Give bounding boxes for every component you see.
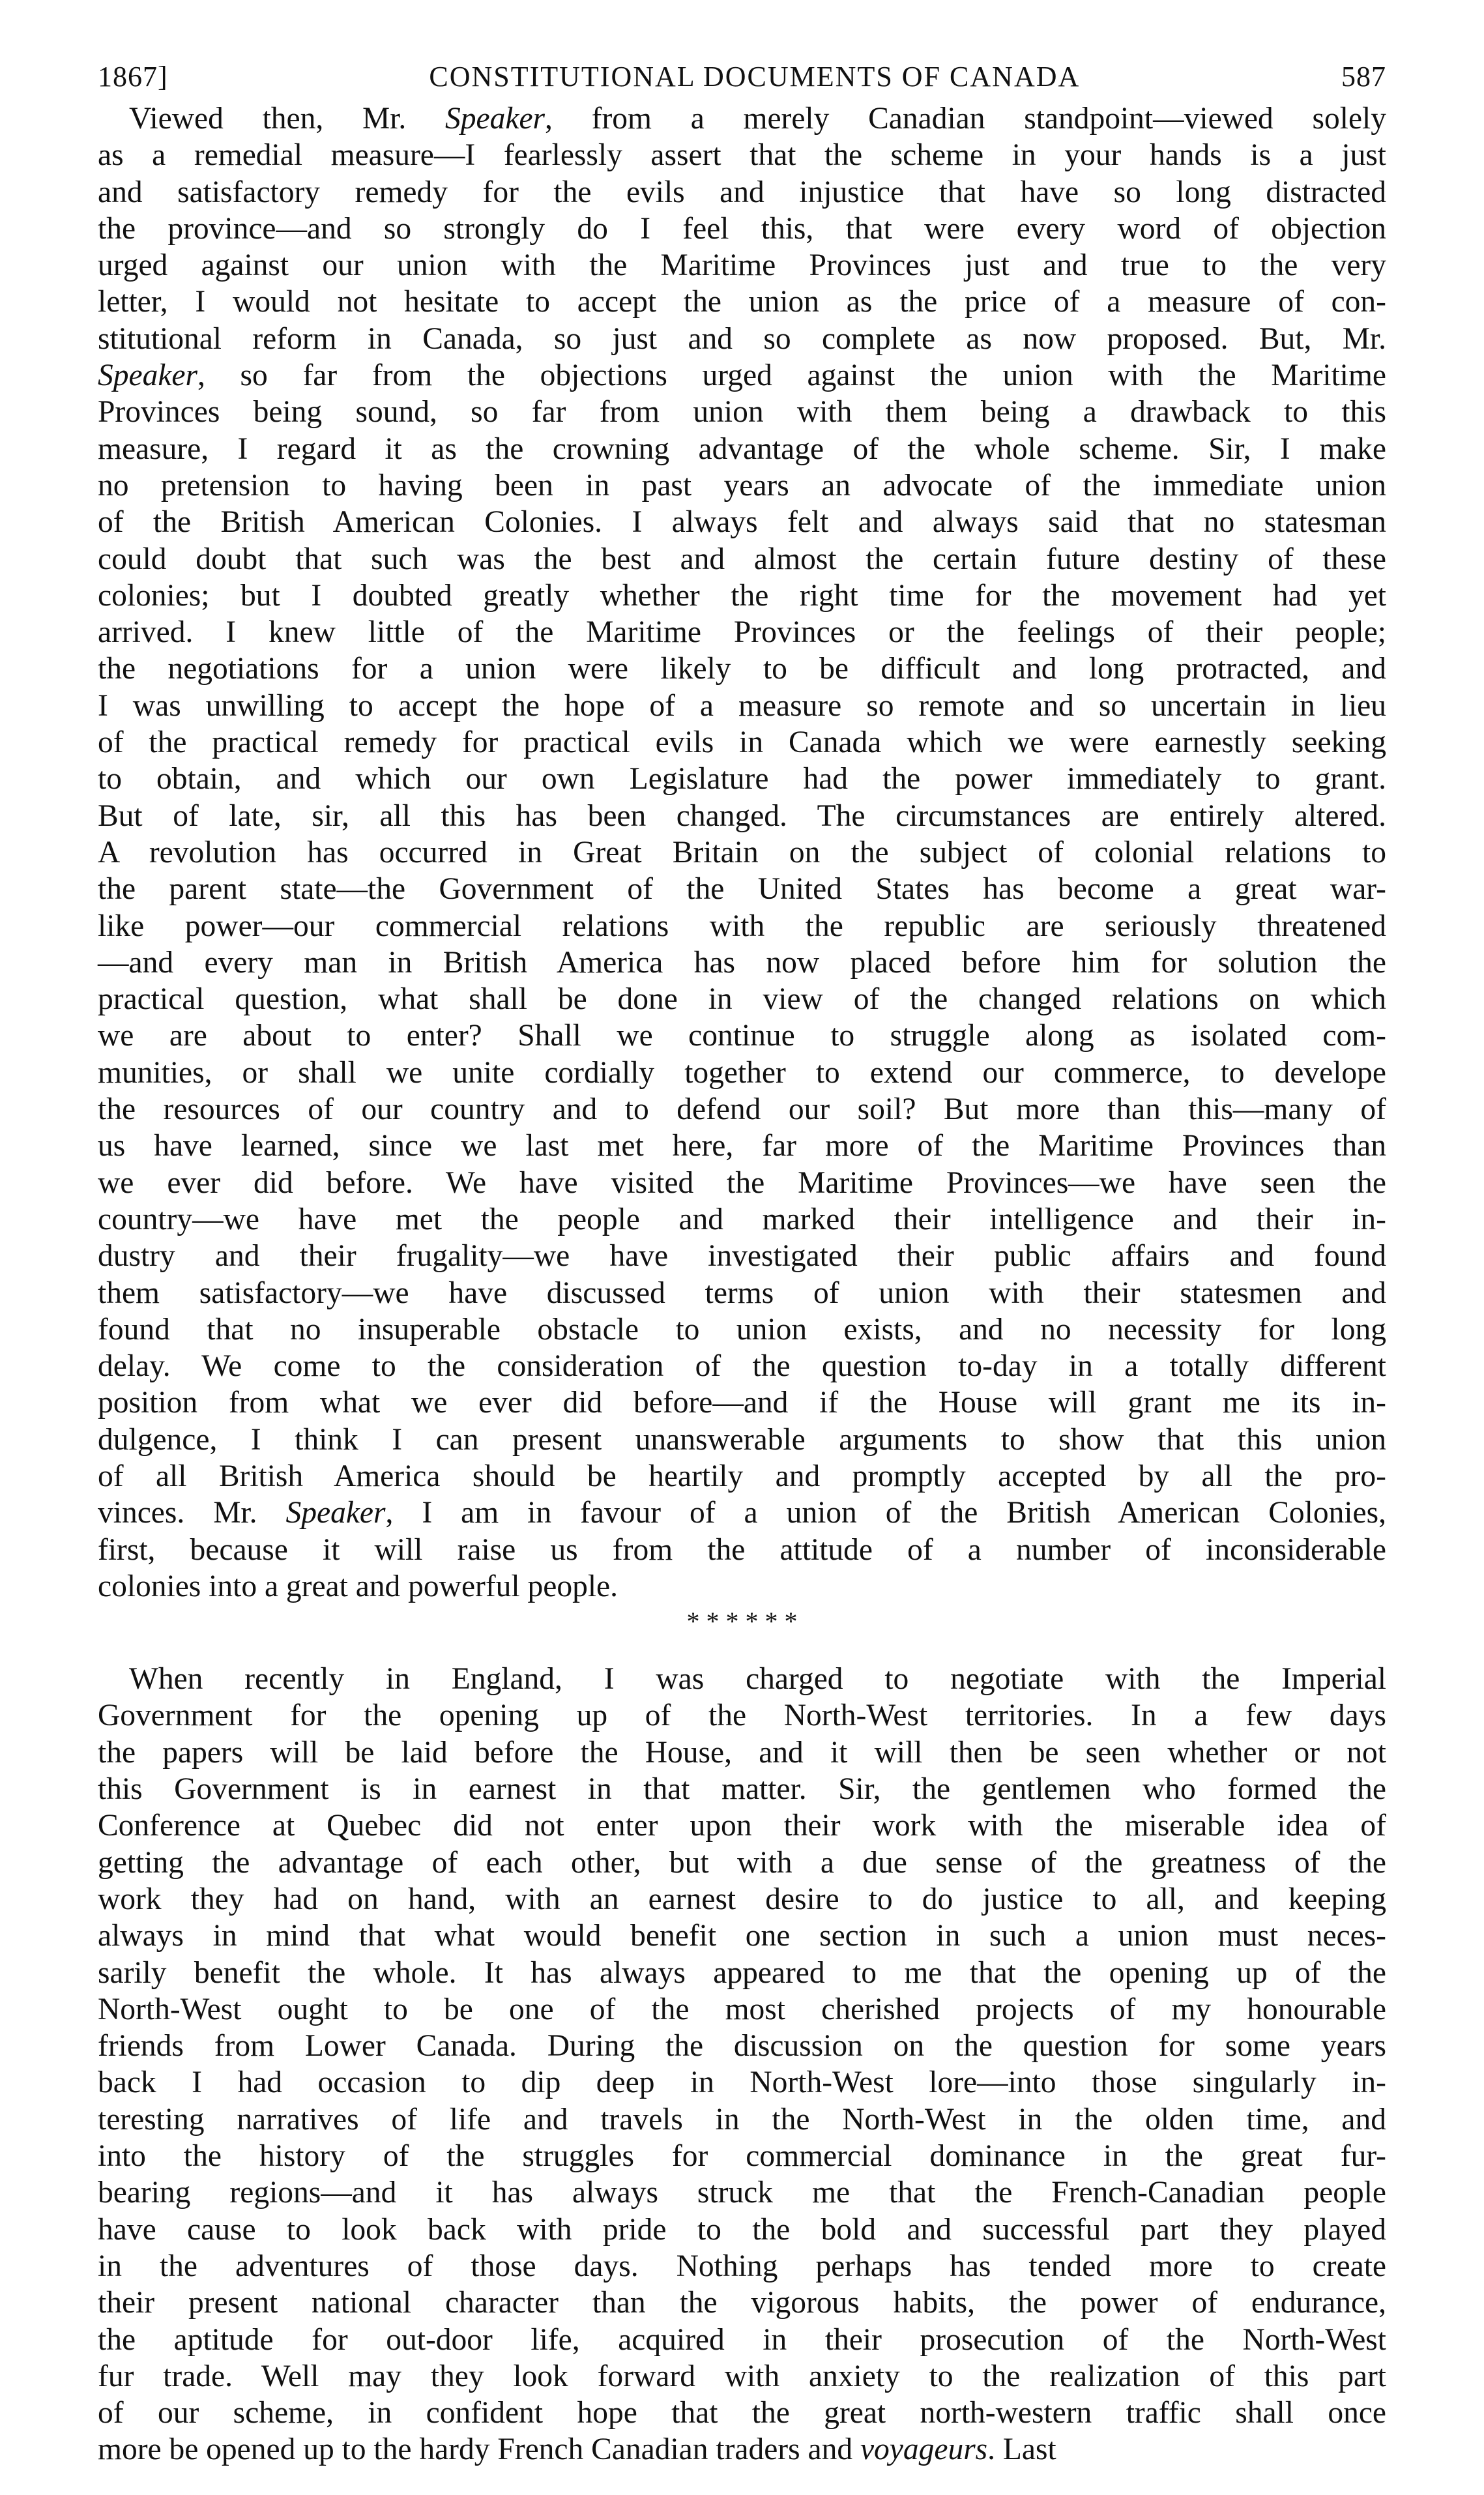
text-line: more be opened up to the hardy French Canadian traders and voyageurs. Last: [98, 2432, 1056, 2467]
text-line: the province—and so strongly do I feel this, that were every word of objection: [98, 211, 1386, 246]
paragraph-1: [98, 100, 1386, 1605]
text-line: we ever did before. We have visited the Maritime Provinces—we have seen the: [98, 1165, 1386, 1200]
text-line: to obtain, and which our own Legislature had the power immediately to grant.: [98, 762, 1386, 796]
text-line: measure, I regard it as the crowning advantage of the whole scheme. Sir, I make: [98, 431, 1386, 466]
text-line: colonies into a great and powerful people.: [98, 1569, 618, 1603]
text-line: country—we have met the people and marked their intelligence and their in-: [98, 1202, 1386, 1236]
text-line: of the British American Colonies. I always felt and always said that no statesman: [98, 505, 1386, 540]
text-line: them satisfactory—we have discussed terms of union with their statesmen and: [98, 1276, 1386, 1310]
header-year: 1867]: [98, 61, 168, 93]
text-line: the papers will be laid before the House, and it will then be seen whether or not: [98, 1735, 1386, 1770]
text-line: Viewed then, Mr. Speaker, from a merely Canadian standpoint—viewed solely: [129, 102, 1386, 136]
text-line: North-West ought to be one of the most cherished projects of my honourable: [98, 1992, 1386, 2026]
text-line: Speaker, so far from the objections urged against the union with the Maritime: [98, 358, 1386, 393]
text-line: as a remedial measure—I fearlessly assert that the scheme in your hands is a just: [98, 138, 1386, 173]
text-line: and satisfactory remedy for the evils and injustice that have so long distracted: [98, 175, 1386, 209]
text-line: practical question, what shall be done in view of the changed relations on which: [98, 982, 1386, 1017]
text-line: into the history of the struggles for commercial dominance in the great fur-: [98, 2139, 1386, 2174]
text-line: bearing regions—and it has always struck me that the French-Canadian people: [98, 2176, 1386, 2210]
text-line: work they had on hand, with an earnest desire to do justice to all, and keeping: [98, 1882, 1386, 1916]
separator-asterisks: * * * * * *: [686, 1607, 798, 1637]
text-line: this Government is in earnest in that matter. Sir, the gentlemen who formed the: [98, 1772, 1386, 1807]
text-line: —and every man in British America has now placed before him for solution the: [98, 945, 1386, 980]
text-line: their present national character than the vigorous habits, the power of endurance,: [98, 2286, 1386, 2320]
text-line: A revolution has occurred in Great Britain on the subject of colonial relations to: [98, 835, 1386, 869]
text-line: Provinces being sound, so far from union with them being a drawback to this: [98, 395, 1386, 430]
text-line: letter, I would not hesitate to accept the union as the price of a measure of con-: [98, 285, 1386, 319]
text-line: fur trade. Well may they look forward with anxiety to the realization of this part: [98, 2359, 1386, 2393]
text-line: friends from Lower Canada. During the discussion on the question for some years: [98, 2029, 1386, 2064]
text-line: no pretension to having been in past years an advocate of the immediate union: [98, 468, 1386, 503]
text-line: dustry and their frugality—we have investigated their public affairs and found: [98, 1239, 1386, 1274]
header-page-number: 587: [1341, 61, 1386, 93]
text-line: I was unwilling to accept the hope of a measure so remote and so uncertain in lieu: [98, 688, 1386, 723]
text-line: of the practical remedy for practical evils in Canada which we were earnestly seeking: [98, 725, 1386, 760]
text-line: But of late, sir, all this has been changed. The circumstances are entirely altered.: [98, 798, 1386, 833]
document-page: [98, 59, 1386, 2468]
text-line: first, because it will raise us from the attitude of a number of inconsiderable: [98, 1532, 1386, 1567]
text-line: the resources of our country and to defend our soil? But more than this—many of: [98, 1092, 1386, 1127]
text-line: in the adventures of those days. Nothing perhaps has tended more to create: [98, 2249, 1386, 2283]
text-line: munities, or shall we unite cordially together to extend our commerce, to develope: [98, 1055, 1386, 1090]
text-line: When recently in England, I was charged to negotiate with the Imperial: [129, 1662, 1386, 1697]
header-title: CONSTITUTIONAL DOCUMENTS OF CANADA: [429, 61, 1081, 93]
text-line: like power—our commercial relations with the republic are seriously threatened: [98, 909, 1386, 943]
text-line: stitutional reform in Canada, so just and so complete as now proposed. But, Mr.: [98, 321, 1386, 356]
text-line: teresting narratives of life and travels in the North-West in the olden time, and: [98, 2102, 1386, 2137]
text-line: we are about to enter? Shall we continue to struggle along as isolated com-: [98, 1019, 1386, 1053]
text-line: us have learned, since we last met here, far more of the Maritime Provinces than: [98, 1129, 1386, 1163]
text-line: could doubt that such was the best and almost the certain future destiny of these: [98, 542, 1386, 576]
text-line: vinces. Mr. Speaker, I am in favour of a union of the British American Colonies,: [98, 1496, 1386, 1530]
text-line: position from what we ever did before—and if the House will grant me its in-: [98, 1386, 1386, 1420]
text-line: arrived. I knew little of the Maritime Provinces or the feelings of their people;: [98, 615, 1386, 650]
text-line: Conference at Quebec did not enter upon their work with the miserable idea of: [98, 1809, 1386, 1843]
text-line: the negotiations for a union were likely to be difficult and long protracted, and: [98, 652, 1386, 686]
text-line: urged against our union with the Maritime Provinces just and true to the very: [98, 248, 1386, 283]
text-line: have cause to look back with pride to the bold and successful part they played: [98, 2212, 1386, 2247]
text-line: colonies; but I doubted greatly whether the right time for the movement had yet: [98, 578, 1386, 613]
text-line: delay. We come to the consideration of the question to-day in a totally different: [98, 1349, 1386, 1384]
text-line: Government for the opening up of the North-West territories. In a few days: [98, 1699, 1386, 1733]
text-line: sarily benefit the whole. It has always appeared to me that the opening up of the: [98, 1955, 1386, 1990]
text-line: of all British America should be heartily and promptly accepted by all the pro-: [98, 1459, 1386, 1493]
text-line: always in mind that what would benefit one section in such a union must neces-: [98, 1919, 1386, 1953]
text-line: found that no insuperable obstacle to union exists, and no necessity for long: [98, 1312, 1386, 1347]
text-line: the parent state—the Government of the United States has become a great war-: [98, 872, 1386, 907]
text-line: the aptitude for out-door life, acquired in their prosecution of the North-West: [98, 2322, 1386, 2357]
text-line: getting the advantage of each other, but with a due sense of the greatness of the: [98, 1845, 1386, 1880]
section-separator: [98, 1609, 1386, 1635]
text-line: of our scheme, in confident hope that the great north-western traffic shall once: [98, 2396, 1386, 2430]
text-line: back I had occasion to dip deep in North-West lore—into those singularly in-: [98, 2065, 1386, 2100]
paragraph-2: [98, 1661, 1386, 2468]
running-head: [98, 59, 1386, 95]
text-line: dulgence, I think I can present unanswerable arguments to show that this union: [98, 1422, 1386, 1457]
